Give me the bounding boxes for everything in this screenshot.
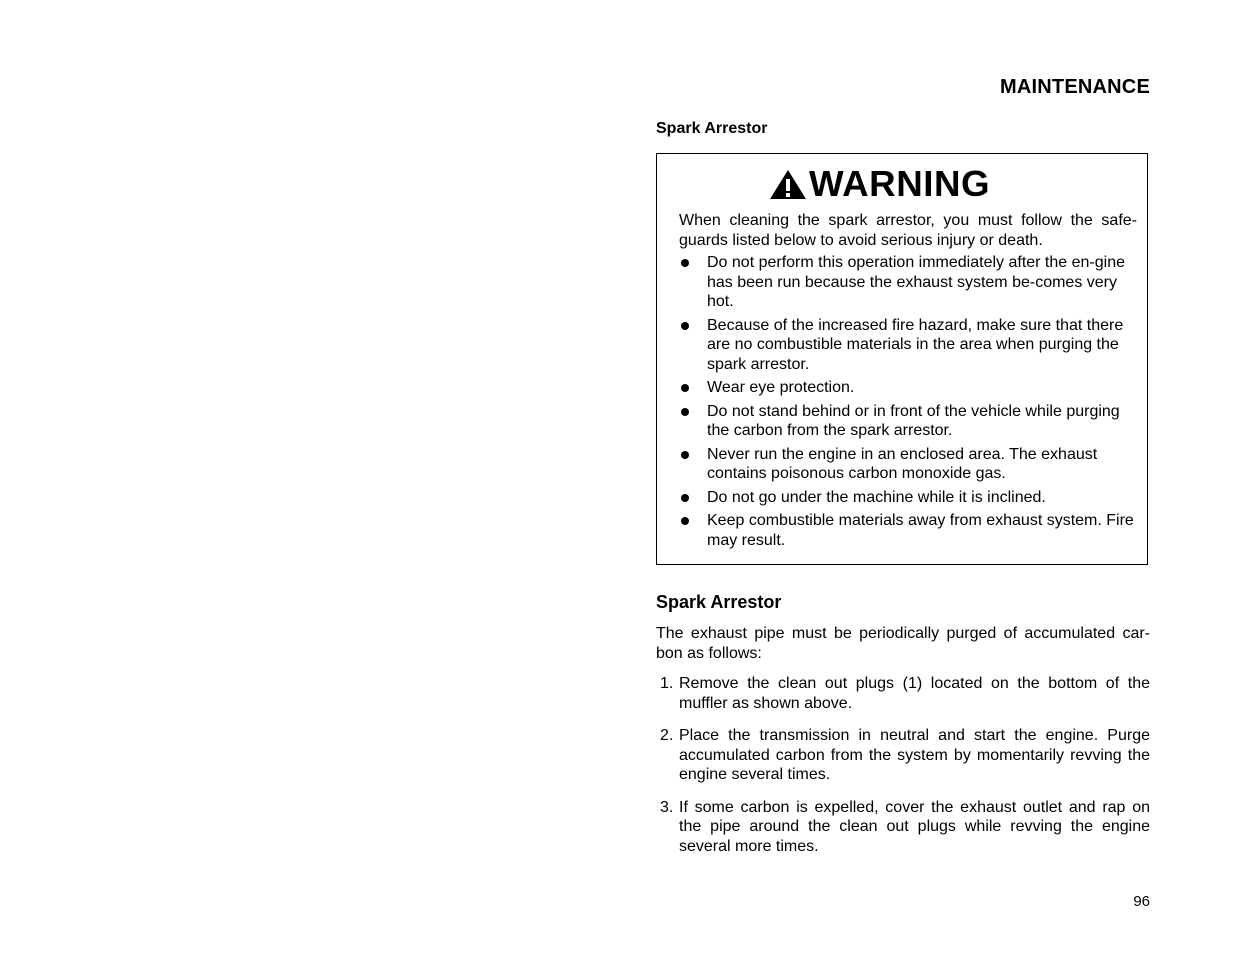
warning-title [769, 163, 991, 204]
step-number: 1. [660, 675, 674, 692]
bullet-icon [681, 451, 689, 459]
warning-item [679, 253, 1139, 312]
step-number: 3. [660, 798, 674, 816]
warning-item-text: Do not stand behind or in front of the vehicle while purging the carbon from the spark arrestor. [707, 402, 1120, 439]
step-text: If some carbon is expelled, cover the exhaust outlet and rap on the pipe around the clean out plugs while revving the engine several more times. [679, 798, 1150, 855]
page-number: 96 [1133, 893, 1150, 910]
warning-item [679, 445, 1139, 484]
warning-item [679, 511, 1139, 550]
warning-triangle-icon [769, 168, 807, 201]
subsection-title: Spark Arrestor [656, 120, 768, 137]
warning-item-text: Do not perform this operation immediately after the en-gine has been run because the exhaust system be-comes very hot. [707, 254, 1125, 310]
bullet-icon [681, 384, 689, 392]
warning-item [679, 402, 1139, 441]
warning-box [656, 153, 1148, 565]
warning-intro: When cleaning the spark arrestor, you must follow the safe-guards listed below to avoid serious injury or death. [679, 212, 1137, 249]
procedure-step [656, 798, 1150, 857]
warning-item-text: Because of the increased fire hazard, make sure that there are no combustible materials in the area when purging the spark arrestor. [707, 316, 1124, 373]
warning-item-text: Wear eye protection. [707, 379, 855, 396]
warning-word: WARNING [809, 163, 991, 204]
bullet-icon [681, 322, 689, 330]
warning-item [679, 488, 1139, 508]
bullet-icon [681, 517, 689, 525]
procedure-heading: Spark Arrestor [656, 592, 782, 612]
bullet-icon [681, 494, 689, 502]
bullet-icon [681, 259, 689, 267]
warning-list [679, 253, 1139, 554]
procedure-intro: The exhaust pipe must be periodically purged of accumulated car-bon as follows: [656, 625, 1150, 662]
section-title: MAINTENANCE [1000, 76, 1150, 98]
procedure-steps [656, 674, 1150, 869]
step-number: 2. [660, 727, 674, 744]
warning-item-text: Do not go under the machine while it is inclined. [707, 488, 1046, 506]
warning-item [679, 316, 1139, 375]
warning-item [679, 378, 1139, 398]
procedure-step [656, 726, 1150, 785]
procedure-step [656, 674, 1150, 713]
page-column [656, 0, 1150, 954]
step-text: Remove the clean out plugs (1) located on the bottom of the muffler as shown above. [679, 675, 1150, 712]
bullet-icon [681, 408, 689, 416]
warning-item-text: Keep combustible materials away from exhaust system. Fire may result. [707, 512, 1134, 549]
warning-item-text: Never run the engine in an enclosed area. The exhaust contains poisonous carbon monoxide gas. [707, 445, 1098, 482]
step-text: Place the transmission in neutral and start the engine. Purge accumulated carbon from the system by momentarily revving the engine several times. [679, 727, 1150, 783]
